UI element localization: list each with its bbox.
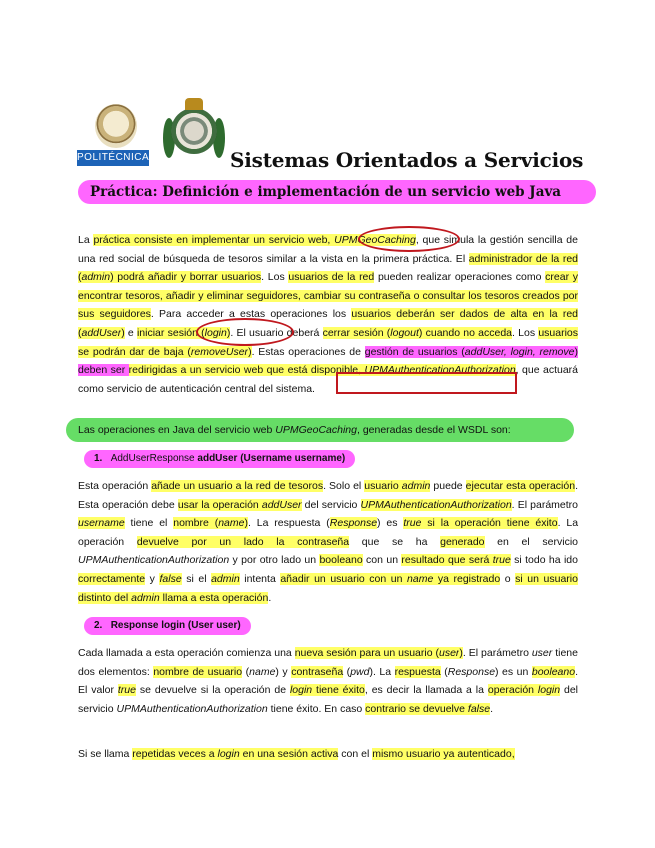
operation-login-heading: 2. Response login (User user) [84,617,251,635]
upm-logo [77,98,152,172]
login-paragraph: Cada llamada a esta operación comienza una nueva sesión para un usuario (user). El parámetro user tiene dos elementos: nombre de usuario (name) y contraseña (pwd). La respuesta (Response) es un booleano. El valor true se devuelve si la operación de login tiene éxito, es decir la llamada a la operación login del servicio UPMAuthenticationAuthorization tiene éxito. En caso contrario se devuelve false. [78,647,578,715]
upm-logo-text: POLITÉCNICA [77,150,149,166]
upm-seal-icon [95,104,137,148]
annotation-oval-alta [196,318,294,346]
adduser-paragraph: Esta operación añade un usuario a la red de tesoros. Solo el usuario admin puede ejecutar esta operación. Esta operación debe usar la operación addUser del servicio UPMAuthenticationAuthorization. El parámetro username tiene el nombre (name). La respuesta (Response) es true si la operación tiene éxito. La operación devuelve por un lado la contraseña que se ha generado en el servicio UPMAuthenticationAuthorization y por otro lado un booleano con un resultado que será true si todo ha ido correctamente y false si el admin intenta añadir un usuario con un name ya registrado o si un usuario distinto del admin llama a esta operación. [78,480,579,604]
practice-subtitle: Práctica: Definición e implementación de un servicio web Java [78,180,596,204]
page-title: Sistemas Orientados a Servicios [230,148,584,172]
login-repeat-paragraph: Si se llama repetidas veces a login en una sesión activa con el mismo usuario ya autenticado, [78,748,515,760]
intro-paragraph: La práctica consiste en implementar un servicio web, UPMGeoCaching, que simula la gestión sencilla de una red social de búsqueda de tesoros similar a la vista en la primera práctica. El administrador de la red (admin) podrá añadir y borrar usuarios. Los usuarios de la red pueden realizar operaciones como crear y encontrar tesoros, añadir y eliminar seguidores, cambiar su contraseña o consultar los tesoros creados por sus seguidores. Para acceder a estas operaciones los usuarios deberán ser dados de alta en la red (addUser) e iniciar sesión (login). El usuario deberá cerrar sesión (logout) cuando no acceda. Los usuarios se podrán dar de baja (removeUser). Estas operaciones de gestión de usuarios (addUser, login, remove) deben ser redirigidas a un servicio web que está disponible, UPMAuthenticationAuthorization, que actuará como servicio de autenticación central del sistema. [78,234,579,395]
logo-area [77,98,227,176]
operations-heading: Las operaciones en Java del servicio web UPMGeoCaching, generadas desde el WSDL son: [66,418,574,442]
annotation-oval-service [358,226,460,252]
annotation-box-auth [336,372,517,394]
operation-adduser-heading: 1. AddUserResponse addUser (Username username) [84,450,355,468]
school-crest-icon [163,98,225,172]
